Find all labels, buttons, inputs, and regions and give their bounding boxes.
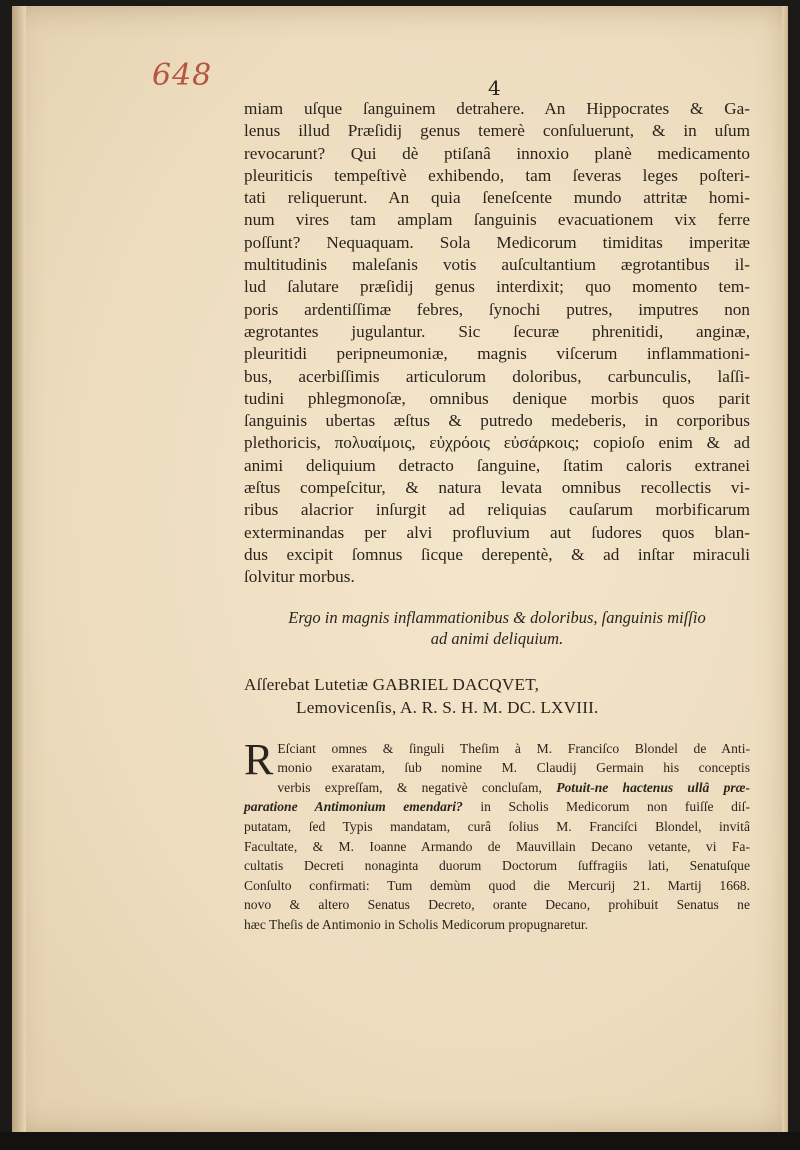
main-paragraph-line: plethoricis, πολυαίμοις, εὐχρόοις εὐσάρκοις; copioſo enim & ad — [244, 433, 750, 453]
conclusion-line-1: Ergo in magnis inflammationibus & doloribus, ſanguinis miſſio — [288, 607, 706, 627]
notice-line-4-italic: paratione Antimonium emendari? — [244, 799, 463, 815]
handwritten-folio-number: 648 — [152, 58, 213, 93]
main-paragraph-line: dus excipit ſomnus ſicque derepentè, & ad inſtar miraculi — [244, 544, 750, 564]
assertion — [244, 673, 750, 719]
main-paragraph-line: tudini phlegmonoſæ, omnibus denique morbis quos parit — [244, 388, 750, 408]
notice-line-4 — [244, 797, 750, 817]
main-paragraph-line: num vires tam amplam ſanguinis evacuationem vix ferre — [244, 210, 750, 230]
main-paragraph-line: ſolvitur morbus. — [244, 567, 355, 587]
main-paragraph-line: lud ſalutare præſidij genus interdixit; quo momento tem- — [244, 277, 750, 297]
notice-line-3-text: verbis expreſſam, & negativè concluſam, — [277, 779, 542, 795]
main-paragraph-line: animi deliquium detracto ſanguine, ſtatim caloris extranei — [244, 455, 750, 475]
assertion-line-1: Aſſerebat Lutetiæ GABRIEL DACQVET, — [244, 674, 540, 694]
main-paragraph-line: pleuriticis tempeſtivè exhibendo, tam ſeveras leges poſteri- — [244, 165, 750, 185]
book-page — [12, 6, 788, 1134]
notice-line-9: novo & altero Senatus Decreto, orante Decano, prohibuit Senatus ne — [244, 897, 750, 913]
drop-cap: R — [244, 734, 274, 784]
notice-line-3 — [244, 778, 750, 798]
notice-line-5: putatam, ſed Typis mandatam, curâ ſolius M. Franciſci Blondel, invitâ — [244, 818, 750, 834]
main-paragraph-line: ægrotantes jugulantur. Sic ſecuræ phrenitidi, anginæ, — [244, 321, 750, 341]
notice-line-4-text: in Scholis Medicorum non fuiſſe diſ- — [480, 799, 750, 815]
page-number: 4 — [488, 76, 501, 100]
page-body — [244, 98, 750, 934]
scan-bottom-edge — [0, 1132, 800, 1150]
conclusion — [244, 607, 750, 649]
main-paragraph-line: miam uſque ſanguinem detrahere. An Hippocrates & Ga- — [244, 99, 750, 118]
notice-line-6: Facultate, & M. Ioanne Armando de Mauvillain Decano vetante, vi Fa- — [244, 838, 750, 854]
page-edge — [782, 6, 788, 1134]
notice-line-1: Eſciant omnes & ſinguli Theſim à M. Franciſco Blondel de Anti- — [277, 740, 750, 756]
notice-line-3-italic: Potuit-ne hactenus ullâ præ- — [556, 779, 751, 795]
notice-line-8: Conſulto confirmati: Tum demùm quod die Mercurij 21. Martij 1668. — [244, 877, 750, 893]
main-paragraph-line: exterminandas per alvi profluvium aut ſudores quos blan- — [244, 522, 750, 542]
main-paragraph-line: æſtus compeſcitur, & natura levata omnibus recollectis vi- — [244, 478, 750, 498]
notice-line-10: hæc Theſis de Antimonio in Scholis Medicorum propugnaretur. — [244, 916, 589, 932]
notice-paragraph — [244, 734, 751, 935]
main-paragraph-line: lenus illud Præſidij genus temerè conſuluerunt, & in uſum — [244, 121, 750, 141]
main-paragraph-line: poſſunt? Nequaquam. Sola Medicorum timiditas imperitæ — [244, 232, 750, 252]
main-paragraph-line: poris ardentiſſimæ febres, ſynochi putres, imputres non — [244, 299, 750, 319]
main-paragraph-line: multitudinis maleſanis votis auſcultantium ægrotantibus il- — [244, 255, 750, 275]
notice-line-7: cultatis Decreti nonaginta duorum Doctorum ſuffragiis lati, Senatuſque — [244, 858, 750, 874]
assertion-line-2: Lemovicenſis, A. R. S. H. M. DC. LXVIII. — [296, 697, 599, 717]
page-spine-shadow — [12, 6, 26, 1134]
main-paragraph — [244, 98, 750, 589]
main-paragraph-line: ribus alacrior inſurgit ad reliquias cauſarum morbificarum — [244, 500, 750, 520]
main-paragraph-line: tati reliquerunt. An quia ſeneſcente mundo attritæ homi- — [244, 188, 750, 208]
conclusion-line-2: ad animi deliquium. — [430, 628, 564, 648]
main-paragraph-line: ſanguinis ubertas æſtus & putredo medeberis, in corporibus — [244, 411, 750, 431]
main-paragraph-line: revocarunt? Qui dè ptiſanâ innoxio planè medicamento — [244, 143, 750, 163]
main-paragraph-line: pleuritidi peripneumoniæ, magnis viſcerum inflammationi- — [244, 344, 750, 364]
main-paragraph-line: bus, acerbiſſimis articulorum doloribus, carbunculis, laſſi- — [244, 366, 750, 386]
notice-line-2: monio exaratam, ſub nomine M. Claudij Germain his conceptis — [277, 760, 750, 776]
